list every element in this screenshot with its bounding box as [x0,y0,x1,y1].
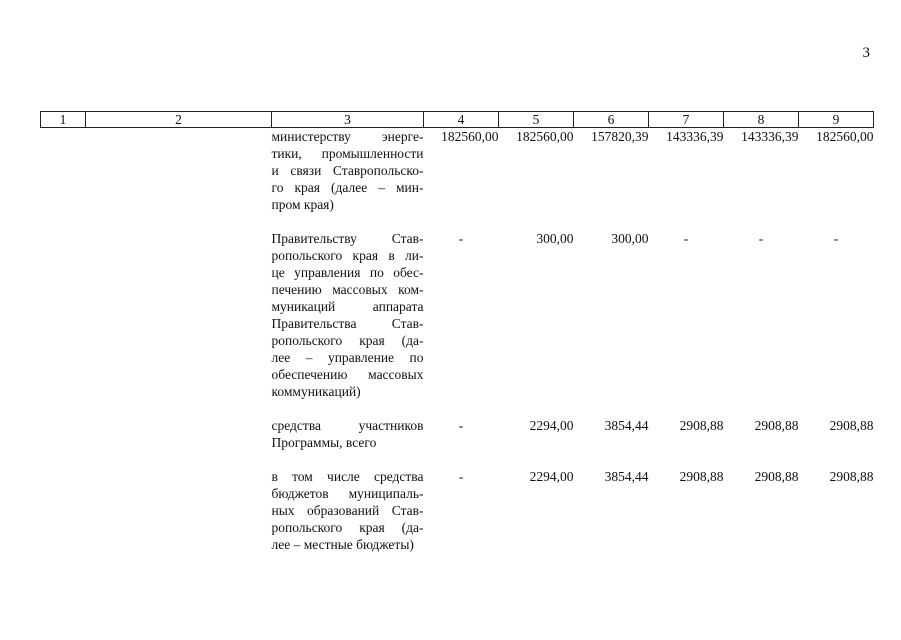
value-cell-col-6: 157820,39 [591,129,649,144]
col-header-3: 3 [272,112,424,128]
table-row [41,128,874,214]
value-cell-col-4: 182560,00 [441,129,499,144]
description-line: це управления по обес- [271,265,424,280]
spacer-cell [41,451,874,468]
description-line: го края (далее – мин- [271,180,424,195]
description-line: ропольского края (да- [271,333,424,348]
value-cell-col-9: 182560,00 [816,129,874,144]
value-cell-col-7: - [683,231,689,246]
value-cell-col-8: 2908,88 [754,418,799,433]
header-row [41,112,874,128]
table-row [41,230,874,400]
value-cell-col-7: 143336,39 [666,129,724,144]
description-line: ропольского края (да- [271,520,424,535]
empty-cell [41,417,86,451]
value-cell-col-8: 143336,39 [741,129,799,144]
col-header-1: 1 [41,112,86,128]
description-line: муникаций аппарата [271,299,424,314]
description-line: средства участников [271,418,424,433]
empty-cell [86,468,272,553]
value-cell-col-6: 300,00 [611,231,649,246]
table-body [41,128,874,554]
spacer-cell [41,400,874,417]
value-cell-col-8: 2908,88 [754,469,799,484]
row-description [272,417,424,451]
description-line: лее – местные бюджеты) [271,537,414,552]
row-spacer [41,400,874,417]
empty-cell [41,230,86,400]
description-line: Программы, всего [271,435,377,450]
col-header-6: 6 [574,112,649,128]
col-header-4: 4 [424,112,499,128]
value-cell-col-6: 3854,44 [604,469,649,484]
col-header-7: 7 [649,112,724,128]
value-cell-col-5: 182560,00 [516,129,574,144]
description-line: лее – управление по [271,350,424,365]
description-line: печению массовых ком- [271,282,424,297]
description-line: ных образований Став- [271,503,424,518]
budget-table [40,111,874,553]
description-line: министерству энерге- [271,129,424,144]
row-description [272,230,424,400]
value-cell-col-5: 300,00 [536,231,574,246]
description-line: коммуникаций) [271,384,361,399]
value-cell-col-7: 2908,88 [679,469,724,484]
row-spacer [41,213,874,230]
col-header-9: 9 [799,112,874,128]
description-line: обеспечению массовых [271,367,424,382]
description-line: бюджетов муниципаль- [271,486,424,501]
value-cell-col-9: 2908,88 [829,469,874,484]
row-spacer [41,451,874,468]
empty-cell [86,230,272,400]
value-cell-col-9: - [833,231,839,246]
value-cell-col-5: 2294,00 [529,418,574,433]
value-cell-col-5: 2294,00 [529,469,574,484]
col-header-2: 2 [86,112,272,128]
page-number: 3 [862,45,870,61]
empty-cell [86,128,272,214]
value-cell-col-8: - [758,231,764,246]
description-line: в том числе средства [271,469,424,484]
description-line: тики, промышленности [271,146,424,161]
row-description [272,468,424,553]
value-cell-col-9: 2908,88 [829,418,874,433]
table-row [41,468,874,553]
row-description [272,128,424,214]
empty-cell [41,128,86,214]
col-header-8: 8 [724,112,799,128]
value-cell-col-4: - [458,469,464,484]
table-row [41,417,874,451]
description-line: Правительству Став- [271,231,424,246]
empty-cell [86,417,272,451]
empty-cell [41,468,86,553]
value-cell-col-6: 3854,44 [604,418,649,433]
value-cell-col-4: - [458,231,464,246]
description-line: ропольского края в ли- [271,248,424,263]
description-line: Правительства Став- [271,316,424,331]
spacer-cell [41,213,874,230]
col-header-5: 5 [499,112,574,128]
description-line: пром края) [271,197,334,212]
value-cell-col-7: 2908,88 [679,418,724,433]
description-line: и связи Ставропольско- [271,163,424,178]
value-cell-col-4: - [458,418,464,433]
